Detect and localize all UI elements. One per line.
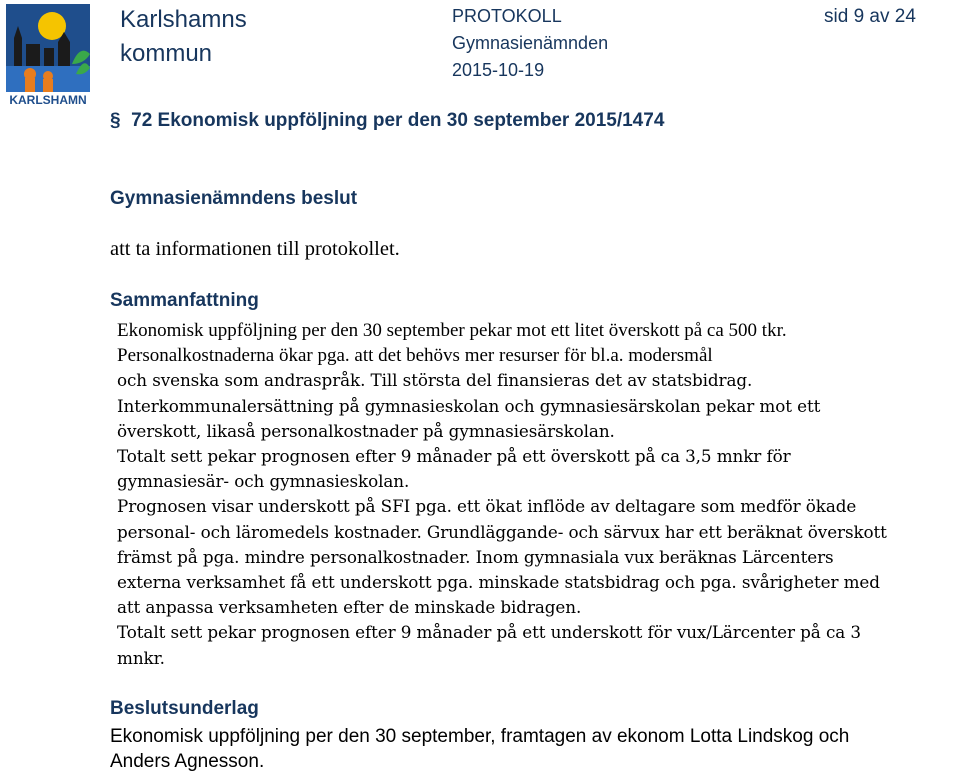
summary-line: att anpassa verksamheten efter de minskade bidragen. xyxy=(117,597,582,618)
karlshamn-logo xyxy=(6,4,90,108)
summary-body xyxy=(117,318,887,671)
doc-type: PROTOKOLL xyxy=(452,6,562,26)
basis-heading: Beslutsunderlag xyxy=(110,698,259,719)
summary-heading: Sammanfattning xyxy=(110,290,259,311)
decision-heading: Gymnasienämndens beslut xyxy=(110,188,358,209)
meeting-date: 2015-10-19 xyxy=(452,60,545,80)
section-title xyxy=(110,110,664,132)
basis-body xyxy=(110,724,849,774)
summary-line: främst på pga. mindre personalkostnader. Inom gymnasiala vux beräknas Lärcenters xyxy=(117,546,834,567)
summary-line: och svenska som andraspråk. Till största del finansieras det av statsbidrag. xyxy=(117,370,753,391)
summary-line: Totalt sett pekar prognosen efter 9 månader på ett underskott för vux/Lärcenter på ca 3 xyxy=(117,622,861,643)
committee-name: Gymnasienämnden xyxy=(452,33,609,53)
summary-line: Personalkostnaderna ökar pga. att det behövs mer resurser för bl.a. modersmål xyxy=(117,345,713,367)
logo-wordmark: KARLSHAMN xyxy=(9,93,87,107)
summary-line: Interkommunalersättning på gymnasieskolan och gymnasiesärskolan pekar mot ett xyxy=(117,395,821,416)
municipality-name-line2: kommun xyxy=(120,40,213,67)
summary-line: överskott, likaså personalkostnader på gymnasiesärskolan. xyxy=(117,420,615,441)
basis-line: Ekonomisk uppföljning per den 30 september, framtagen av ekonom Lotta Lindskog och xyxy=(110,726,850,747)
summary-line: Prognosen visar underskott på SFI pga. ett ökat inflöde av deltagare som medför ökade xyxy=(117,496,857,517)
summary-line: externa verksamhet få ett underskott pga. minskade statsbidrag och pga. svårigheter med xyxy=(117,572,880,593)
summary-line: Ekonomisk uppföljning per den 30 september pekar mot ett litet överskott på ca 500 tkr. xyxy=(117,320,787,341)
page-info: sid 9 av 24 xyxy=(824,6,916,27)
summary-line: gymnasiesär- och gymnasieskolan. xyxy=(117,471,410,492)
summary-line: personal- och läromedels kostnader. Grundläggande- och särvux har ett beräknat överskott xyxy=(117,521,887,542)
section-symbol: § xyxy=(110,110,121,131)
karlshamn-logo-icon xyxy=(6,4,90,108)
summary-line: mnkr. xyxy=(117,647,165,668)
basis-line: Anders Agnesson. xyxy=(110,751,265,772)
section-title-text: 72 Ekonomisk uppföljning per den 30 september 2015/1474 xyxy=(131,110,665,131)
decision-text: att ta informationen till protokollet. xyxy=(110,238,400,260)
municipality-name-line1: Karlshamns xyxy=(120,6,247,33)
summary-line: Totalt sett pekar prognosen efter 9 månader på ett överskott på ca 3,5 mnkr för xyxy=(117,446,791,467)
